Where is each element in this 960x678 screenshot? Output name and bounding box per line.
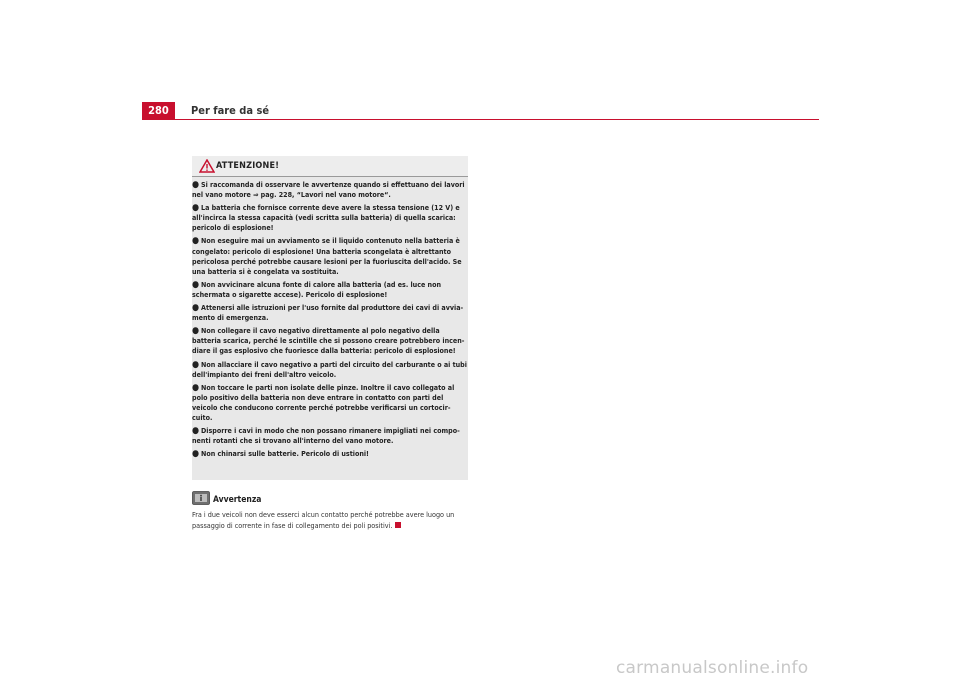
watermark: carmanualsonline.info	[616, 658, 809, 678]
warning-item: ● Non eseguire mai un avviamento se il liquido contenuto nella batteria è congelato: pericolo di esplosione! Una batteria scongelata è altrettanto pericolosa perché potrebbe causare lesioni per la fuoriuscita dell'acido. Se una batteria si è congelata va sostituita.	[192, 236, 462, 276]
note-title: Avvertenza	[213, 495, 262, 505]
warning-item: ● Si raccomanda di osservare le avvertenze quando si effettuano dei lavori nel vano motore ⇒ pag. 228, “Lavori nel vano motore“.	[192, 180, 465, 200]
warning-item: ● Non avvicinare alcuna fonte di calore alla batteria (ad es. luce non schermata o sigarette accese). Pericolo di esplosione!	[192, 279, 442, 299]
info-note-icon	[192, 491, 210, 505]
bullet-icon: ●	[192, 236, 200, 247]
warning-item: ● Non toccare le parti non isolate delle pinze. Inoltre il cavo collegato al polo positivo della batteria non deve entrare in contatto con parti del veicolo che conducono corrente perché potrebbe verificarsi un cortocir-cuito.	[192, 382, 455, 422]
bullet-icon: ●	[192, 382, 200, 393]
warning-item: ● Non collegare il cavo negativo direttamente al polo negativo della batteria scarica, perché le scintille che si possono creare potrebbero incen-diare il gas esplosivo che fuoriesce dalla batteria: pericolo di esplosione!	[192, 326, 465, 356]
note-text: Fra i due veicoli non deve esserci alcun contatto perché potrebbe avere luogo un passaggio di corrente in fase di collegamento dei poli positivi.	[192, 510, 455, 530]
bullet-icon: ●	[192, 180, 200, 190]
warning-header	[192, 156, 468, 177]
page-header	[142, 102, 819, 120]
warning-item: ● Disporre i cavi in modo che non possano rimanere impigliati nei compo-nenti rotanti che si trovano all'interno del vano motore.	[192, 426, 460, 446]
warning-item: ● Non allacciare il cavo negativo a parti del circuito del carburante o ai tubi dell'impianto dei freni dell'altro veicolo.	[192, 359, 467, 379]
warning-triangle-icon	[199, 159, 215, 173]
warning-item: ● Non chinarsi sulle batterie. Pericolo di ustioni!	[192, 449, 369, 460]
bullet-icon: ●	[192, 279, 200, 290]
end-of-section-icon	[395, 522, 401, 528]
warning-item: ● La batteria che fornisce corrente deve avere la stessa tensione (12 V) e all'incirca la stessa capacità (vedi scritta sulla batteria) di quella scarica: pericolo di esplosione!	[192, 203, 460, 233]
bullet-icon: ●	[192, 326, 200, 337]
page-number: 280	[142, 102, 175, 119]
bullet-icon: ●	[192, 203, 200, 214]
bullet-icon: ●	[192, 359, 200, 370]
warning-list	[192, 180, 468, 462]
chapter-title: Per fare da sé	[191, 104, 270, 117]
warning-box	[192, 156, 468, 480]
warning-title: ATTENZIONE!	[216, 161, 280, 171]
bullet-icon: ●	[192, 303, 200, 314]
bullet-icon: ●	[192, 449, 200, 460]
bullet-icon: ●	[192, 426, 200, 437]
warning-item: ● Attenersi alle istruzioni per l'uso fornite dal produttore dei cavi di avvia-mento di emergenza.	[192, 303, 464, 323]
